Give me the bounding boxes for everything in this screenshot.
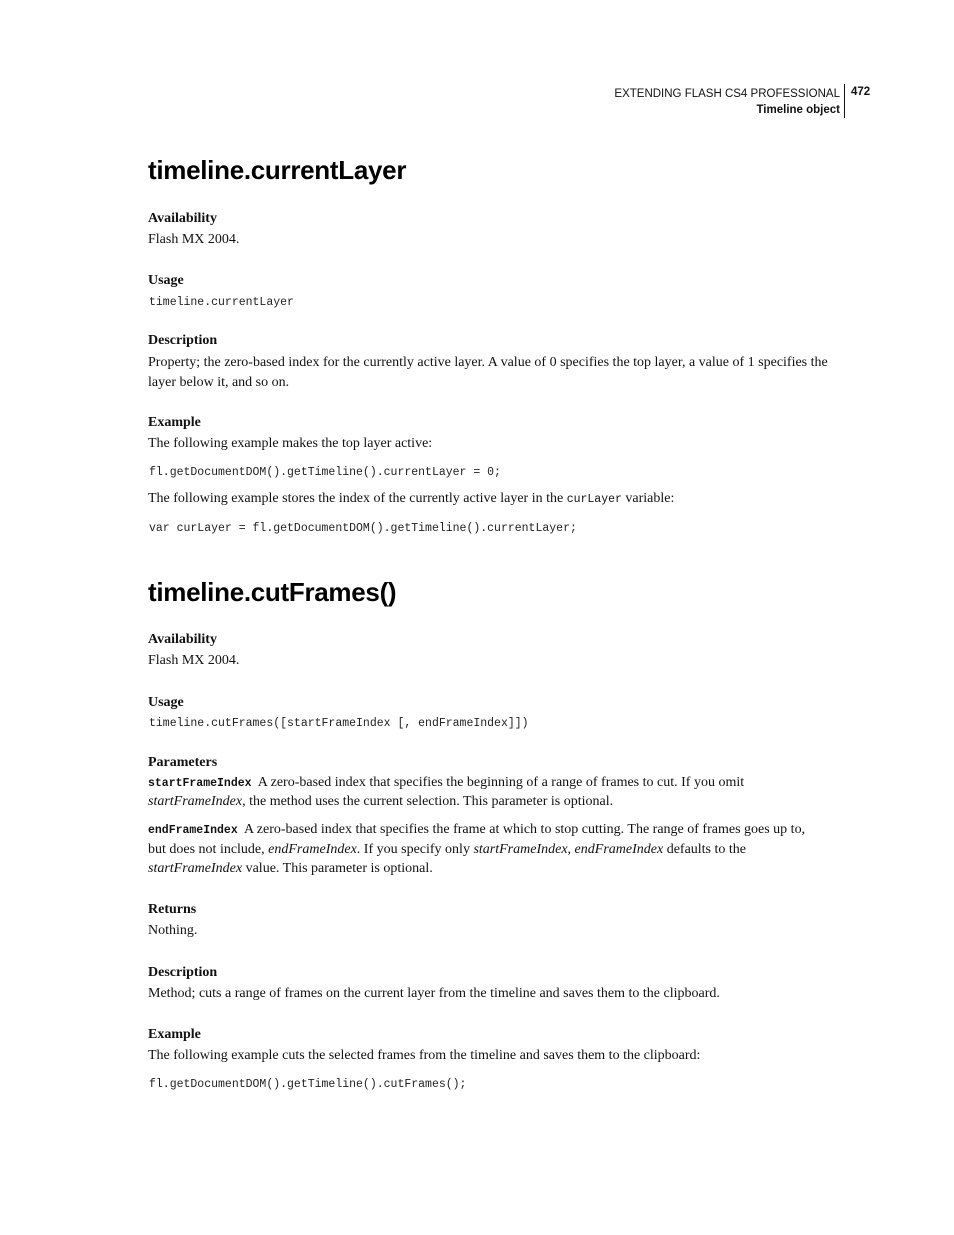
availability-text: Flash MX 2004. [148,232,240,247]
section-title-cut-frames: timeline.cutFrames() [148,577,397,607]
usage-code: timeline.currentLayer [149,296,294,309]
parameter-start-frame-index: startFrameIndex A zero-based index that specifies the beginning of a range of frames to cut. If you omit [148,775,745,790]
usage-label: Usage [148,695,184,710]
parameter-end-frame-index-cont-2: startFrameIndex value. This parameter is optional. [148,861,433,876]
example-label: Example [148,1027,201,1042]
usage-code: timeline.cutFrames([startFrameIndex [, endFrameIndex]]) [149,717,529,730]
example-code-2: var curLayer = fl.getDocumentDOM().getTimeline().currentLayer; [149,522,577,535]
description-text: Property; the zero-based index for the currently active layer. A value of 0 specifies the top layer, a value of 1 specifies the layer below it, and so on. [148,355,828,390]
running-header-section: Timeline object [756,104,840,116]
inline-code: curLayer [566,493,622,506]
parameters-label: Parameters [148,755,218,770]
example-intro: The following example cuts the selected frames from the timeline and saves them to the clipboard: [148,1048,701,1063]
description-label: Description [148,333,218,348]
parameter-end-frame-index: endFrameIndex A zero-based index that specifies the frame at which to stop cutting. The range of frames goes up to, [148,822,806,837]
running-header-title: EXTENDING FLASH CS4 PROFESSIONAL [614,88,840,100]
parameter-start-frame-index-cont: startFrameIndex, the method uses the current selection. This parameter is optional. [148,794,614,809]
availability-text: Flash MX 2004. [148,653,240,668]
availability-label: Availability [148,632,217,647]
returns-label: Returns [148,902,197,917]
returns-text: Nothing. [148,923,198,938]
usage-label: Usage [148,273,184,288]
page-number: 472 [851,86,871,98]
example-label: Example [148,415,201,430]
example-code: fl.getDocumentDOM().getTimeline().currentLayer = 0; [149,466,501,479]
description-label: Description [148,965,218,980]
parameter-name: startFrameIndex [148,777,252,790]
example-intro-2: The following example stores the index of the currently active layer in the curLayer variable: [148,491,675,506]
example-code: fl.getDocumentDOM().getTimeline().cutFrames(); [149,1078,467,1091]
description-text: Method; cuts a range of frames on the current layer from the timeline and saves them to the clipboard. [148,986,720,1001]
parameter-name: endFrameIndex [148,824,238,837]
availability-label: Availability [148,211,217,226]
header-divider [844,84,845,118]
parameter-end-frame-index-cont: but does not include, endFrameIndex. If you specify only startFrameIndex, endFrameIndex defaults to the [148,842,746,857]
example-intro: The following example makes the top layer active: [148,436,433,451]
section-title-current-layer: timeline.currentLayer [148,155,407,185]
